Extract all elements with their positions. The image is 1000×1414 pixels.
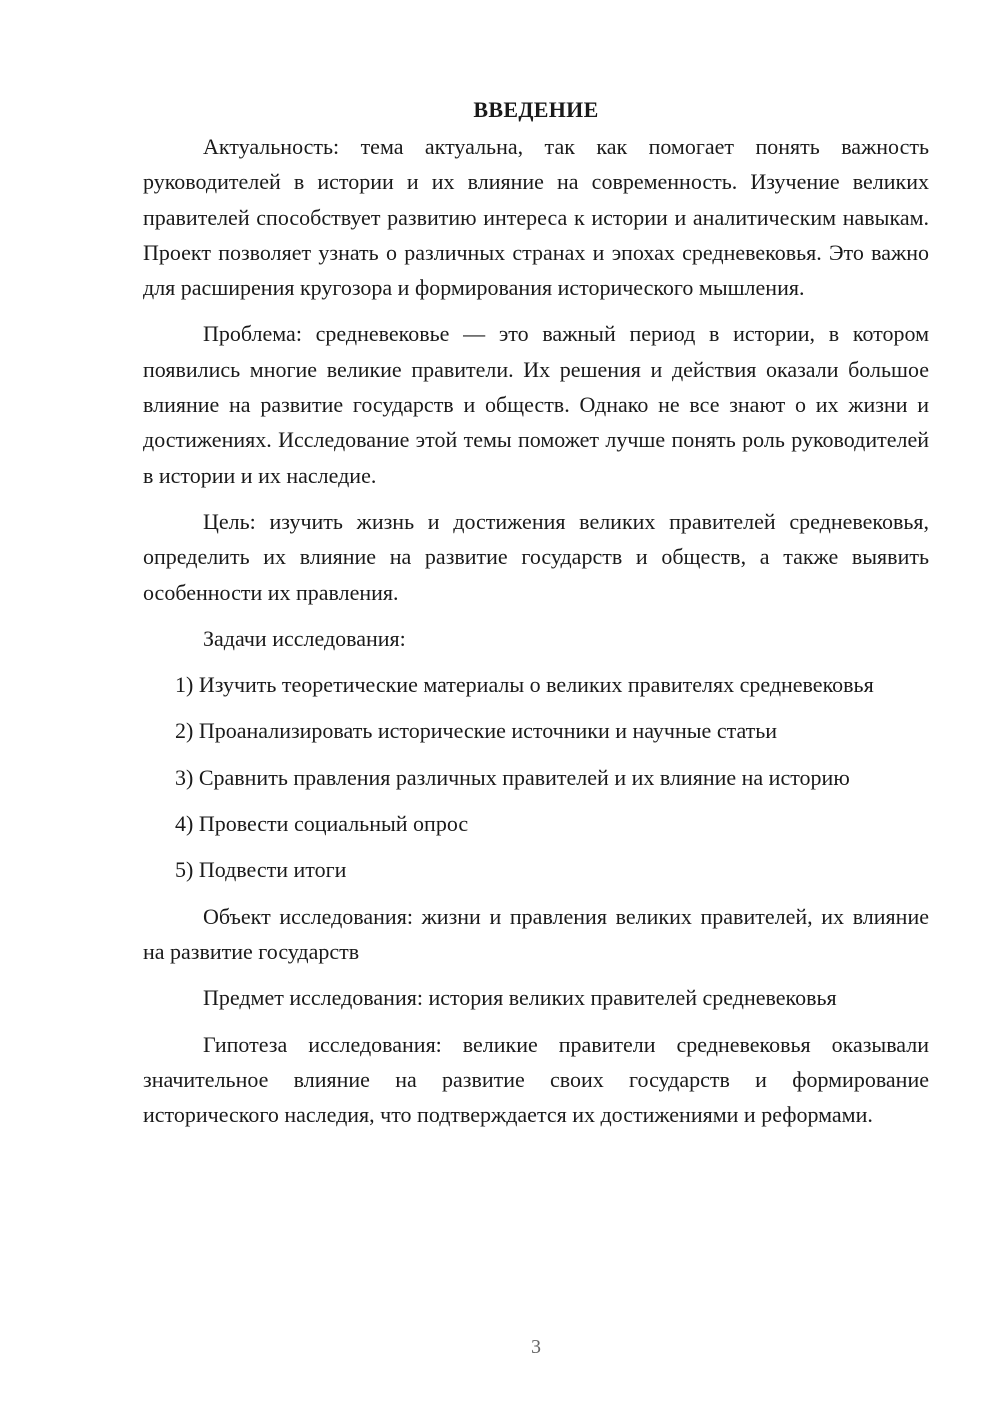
- paragraph-problem: Проблема: средневековье — это важный период в истории, в котором появились многие великие правители. Их решения и действия оказали большое влияние на развитие государств и обществ. Однако не все знают о их жизни и достижениях. Исследование этой темы поможет лучше понять роль руководителей в истории и их наследие.: [143, 321, 929, 488]
- task-item-1: 1) Изучить теоретические материалы о великих правителях средневековья: [175, 672, 874, 698]
- task-item-2: 2) Проанализировать исторические источники и научные статьи: [175, 718, 778, 744]
- paragraph-subject: Предмет исследования: история великих правителей средневековья: [203, 985, 837, 1011]
- paragraph-object: Объект исследования: жизни и правления великих правителей, их влияние на развитие государств: [143, 903, 929, 964]
- paragraph-hypothesis: Гипотеза исследования: великие правители средневековья оказывали значительное влияние на развитие своих государств и формирование исторического наследия, что подтверждается их достижениями и реформами.: [143, 1031, 929, 1128]
- task-item-4: 4) Провести социальный опрос: [175, 811, 469, 837]
- paragraph-relevance: Актуальность: тема актуальна, так как помогает понять важность руководителей в истории и их влияние на современность. Изучение великих правителей способствует развитию интереса к истории и аналитическим навыкам. Проект позволяет узнать о различных странах и эпохах средневековья. Это важно для расширения кругозора и формирования исторического мышления.: [143, 134, 929, 301]
- page-title: ВВЕДЕНИЕ: [473, 97, 599, 122]
- page-number: 3: [531, 1336, 541, 1358]
- paragraph-goal: Цель: изучить жизнь и достижения великих правителей средневековья, определить их влияние на развитие государств и обществ, а также выявить особенности их правления.: [143, 508, 929, 605]
- tasks-heading: Задачи исследования:: [203, 625, 406, 651]
- task-item-5: 5) Подвести итоги: [175, 857, 347, 883]
- task-item-3: 3) Сравнить правления различных правителей и их влияние на историю: [175, 764, 850, 790]
- document-page: [143, 92, 929, 1143]
